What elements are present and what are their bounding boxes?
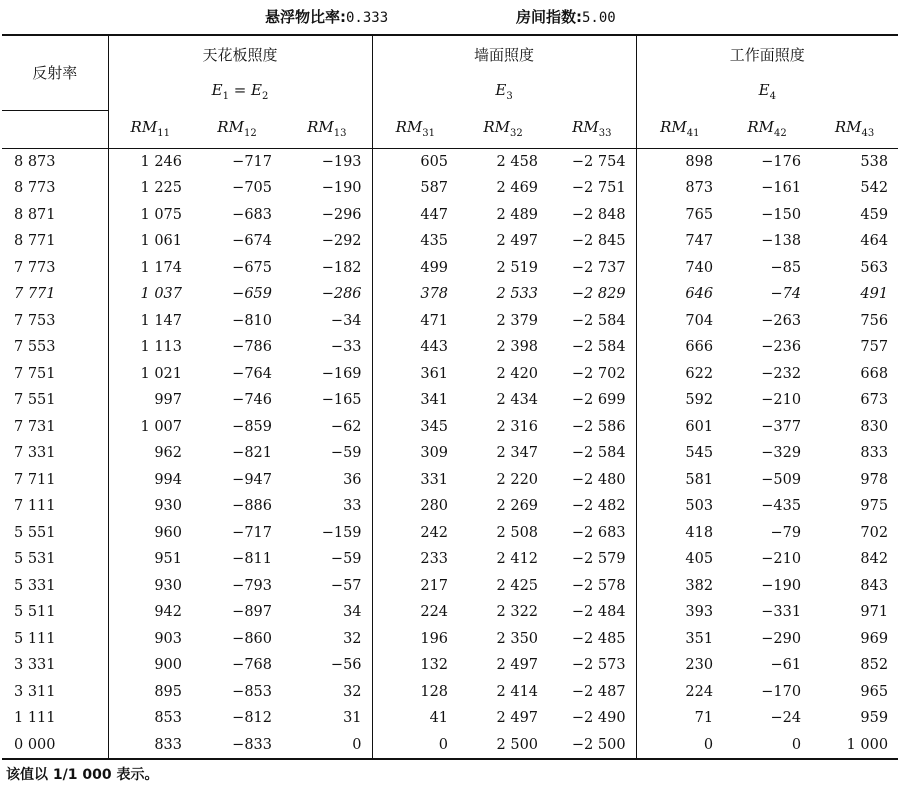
group-title-ceiling: 天花板照度 [108,35,372,73]
value-cell: 833 [154,736,182,753]
reflectance-cell: 8 771 [2,228,108,255]
table-row [2,626,898,653]
value-cell: 960 [154,524,182,541]
value-cell: −85 [770,259,802,276]
value-cell: 900 [154,657,182,674]
value-cell: 833 [860,445,889,462]
value-cell: 217 [420,577,449,594]
value-cell: 224 [685,683,714,700]
table-row [2,175,898,202]
value-cell: 852 [860,657,889,674]
value-cell: −886 [232,498,272,515]
table-row [2,546,898,573]
value-cell: −2 579 [548,546,636,573]
reflectance-cell: 3 311 [2,679,108,706]
value-cell: 702 [860,524,889,541]
reflectance-cell: 5 511 [2,599,108,626]
value-cell: 1 113 [140,339,182,356]
value-cell: 587 [420,180,449,197]
table-row [2,255,898,282]
value-cell: −717 [232,153,272,170]
value-cell: 382 [685,577,714,594]
value-cell: −296 [282,202,372,229]
footnote: 该值以 1/1 000 表示。 [6,767,159,783]
value-cell: −674 [232,233,272,250]
column-header: $RM_{13}$ [282,110,372,148]
value-cell: 2 398 [496,339,539,356]
value-cell: −833 [232,736,272,753]
value-cell: 951 [154,551,182,568]
value-cell: 418 [685,524,714,541]
value-cell: 765 [685,206,714,223]
value-cell: 830 [860,418,889,435]
value-cell: −193 [282,148,372,175]
table-row [2,705,898,732]
value-cell: −821 [232,445,272,462]
value-cell: 309 [420,445,449,462]
value-cell: 0 [282,732,372,760]
value-cell: −764 [232,365,272,382]
value-cell: 704 [685,312,714,329]
value-cell: 36 [282,467,372,494]
value-cell: 962 [154,445,182,462]
value-cell: 959 [860,710,889,727]
value-cell: 1 147 [140,312,182,329]
column-header: $RM_{42}$ [723,110,811,148]
table-row [2,732,898,760]
value-cell: 464 [860,233,889,250]
value-cell: 895 [154,683,182,700]
value-cell: −2 484 [548,599,636,626]
table-row [2,228,898,255]
table-row [2,202,898,229]
value-cell: 978 [860,471,889,488]
value-cell: 128 [420,683,449,700]
value-cell: 443 [420,339,449,356]
value-cell: −435 [761,498,802,515]
suspension-ratio-value: 0.333 [346,10,389,26]
table-row [2,148,898,175]
value-cell: 2 322 [496,604,539,621]
value-cell: 622 [685,365,714,382]
group-symbol-ceiling: $E_1 = E_2$ [108,73,372,110]
value-cell: 32 [282,626,372,653]
value-cell: −853 [232,683,272,700]
reflectance-cell: 8 773 [2,175,108,202]
value-cell: 196 [420,630,449,647]
value-cell: 975 [860,498,889,515]
value-cell: 843 [860,577,889,594]
value-cell: −683 [232,206,272,223]
value-cell: 378 [420,286,449,303]
value-cell: 2 379 [496,312,539,329]
value-cell: −24 [770,710,802,727]
reflectance-cell: 8 871 [2,202,108,229]
value-cell: −331 [761,604,802,621]
value-cell: 499 [420,259,449,276]
value-cell: −2 699 [548,387,636,414]
value-cell: 930 [154,577,182,594]
value-cell: 459 [860,206,889,223]
column-header: $RM_{12}$ [192,110,282,148]
value-cell: 435 [420,233,449,250]
value-cell: 965 [860,683,889,700]
value-cell: 2 497 [496,710,539,727]
value-cell: 757 [860,339,889,356]
value-cell: 1 246 [140,153,182,170]
value-cell: 351 [685,630,714,647]
reflectance-cell: 7 731 [2,414,108,441]
value-cell: −2 490 [548,705,636,732]
group-title-wall: 墙面照度 [372,35,636,73]
value-cell: 1 037 [140,286,182,303]
value-cell: −812 [232,710,272,727]
reflectance-cell: 5 531 [2,546,108,573]
value-cell: −57 [282,573,372,600]
value-cell: 842 [860,551,889,568]
value-cell: 33 [282,493,372,520]
value-cell: −509 [761,471,802,488]
value-cell: 71 [694,710,714,727]
value-cell: 581 [685,471,714,488]
value-cell: −768 [232,657,272,674]
value-cell: 2 434 [496,392,539,409]
value-cell: −210 [761,392,802,409]
reflectance-cell: 7 773 [2,255,108,282]
value-cell: 345 [420,418,449,435]
value-cell: −2 751 [548,175,636,202]
value-cell: 1 021 [140,365,182,382]
value-cell: −2 845 [548,228,636,255]
value-cell: −705 [232,180,272,197]
value-cell: 1 174 [140,259,182,276]
value-cell: −138 [761,233,802,250]
value-cell: 592 [685,392,714,409]
reflectance-cell: 1 111 [2,705,108,732]
value-cell: 0 [703,736,714,753]
value-cell: −2 584 [548,334,636,361]
table-row [2,281,898,308]
value-cell: −377 [761,418,802,435]
value-cell: 132 [420,657,449,674]
value-cell: −161 [761,180,802,197]
value-cell: −2 848 [548,202,636,229]
value-cell: 2 425 [496,577,539,594]
value-cell: −61 [770,657,802,674]
value-cell: 0 [791,736,802,753]
value-cell: −746 [232,392,272,409]
table-row [2,652,898,679]
value-cell: 545 [685,445,714,462]
value-cell: −2 482 [548,493,636,520]
value-cell: 2 350 [496,630,539,647]
value-cell: 1 061 [140,233,182,250]
value-cell: −2 737 [548,255,636,282]
value-cell: −292 [282,228,372,255]
value-cell: 1 075 [140,206,182,223]
value-cell: −165 [282,387,372,414]
value-cell: −170 [761,683,802,700]
column-header: $RM_{43}$ [811,110,898,148]
column-header: $RM_{33}$ [548,110,636,148]
value-cell: 224 [420,604,449,621]
table-row [2,467,898,494]
value-cell: 873 [685,180,714,197]
value-cell: −290 [761,630,802,647]
value-cell: −263 [761,312,802,329]
value-cell: 32 [282,679,372,706]
value-cell: −59 [282,440,372,467]
value-cell: 666 [685,339,714,356]
table-row [2,361,898,388]
value-cell: −717 [232,524,272,541]
reflectance-cell: 7 771 [2,281,108,308]
reflectance-cell: 0 000 [2,732,108,760]
value-cell: 538 [860,153,889,170]
value-cell: −232 [761,365,802,382]
value-cell: 1 225 [140,180,182,197]
room-index-label: 房间指数: [516,8,582,26]
value-cell: 898 [685,153,714,170]
value-cell: 280 [420,498,449,515]
value-cell: 2 508 [496,524,539,541]
table-caption [0,4,900,26]
value-cell: 971 [860,604,889,621]
value-cell: 942 [154,604,182,621]
reflectance-cell: 5 551 [2,520,108,547]
value-cell: −810 [232,312,272,329]
table-body [2,148,898,759]
value-cell: 930 [154,498,182,515]
reflectance-cell: 7 111 [2,493,108,520]
table-row [2,679,898,706]
value-cell: 31 [282,705,372,732]
value-cell: 405 [685,551,714,568]
table-row [2,308,898,335]
value-cell: 1 000 [846,736,889,753]
value-cell: 740 [685,259,714,276]
value-cell: 756 [860,312,889,329]
table-row [2,599,898,626]
value-cell: 34 [282,599,372,626]
value-cell: 605 [420,153,449,170]
reflectance-cell: 7 553 [2,334,108,361]
column-header: $RM_{41}$ [636,110,723,148]
value-cell: −2 584 [548,440,636,467]
column-header: $RM_{32}$ [458,110,548,148]
value-cell: −150 [761,206,802,223]
value-cell: −860 [232,630,272,647]
value-cell: 2 469 [496,180,539,197]
value-cell: −190 [282,175,372,202]
table-row [2,520,898,547]
reflectance-cell: 7 753 [2,308,108,335]
value-cell: 969 [860,630,889,647]
value-cell: 471 [420,312,449,329]
value-cell: −2 573 [548,652,636,679]
value-cell: −859 [232,418,272,435]
value-cell: 2 347 [496,445,539,462]
value-cell: 903 [154,630,182,647]
value-cell: 542 [860,180,889,197]
illuminance-table [2,34,898,760]
table-row [2,573,898,600]
value-cell: −897 [232,604,272,621]
value-cell: 646 [685,286,714,303]
value-cell: 41 [429,710,449,727]
value-cell: −2 480 [548,467,636,494]
value-cell: −2 584 [548,308,636,335]
value-cell: −182 [282,255,372,282]
value-cell: −2 829 [548,281,636,308]
value-cell: 563 [860,259,889,276]
value-cell: 2 316 [496,418,539,435]
group-symbol-workplane: $E_4$ [758,81,776,102]
value-cell: 2 489 [496,206,539,223]
suspension-ratio [265,6,388,27]
value-cell: 668 [860,365,889,382]
reflectance-cell: 3 331 [2,652,108,679]
value-cell: 447 [420,206,449,223]
reflectance-cell: 5 111 [2,626,108,653]
value-cell: 2 533 [496,286,539,303]
value-cell: 393 [685,604,714,621]
table-row [2,414,898,441]
value-cell: −659 [232,286,272,303]
value-cell: 2 519 [496,259,539,276]
value-cell: 341 [420,392,449,409]
group-title-workplane: 工作面照度 [729,46,805,64]
table-row [2,493,898,520]
value-cell: −176 [761,153,802,170]
value-cell: −62 [282,414,372,441]
value-cell: −56 [282,652,372,679]
value-cell: −210 [761,551,802,568]
value-cell: 2 497 [496,657,539,674]
value-cell: −2 702 [548,361,636,388]
reflectance-header: 反射率 [2,35,108,110]
column-header: $RM_{31}$ [372,110,458,148]
reflectance-cell: 7 331 [2,440,108,467]
value-cell: 230 [685,657,714,674]
value-cell: 233 [420,551,449,568]
value-cell: −159 [282,520,372,547]
value-cell: 491 [860,286,889,303]
value-cell: 2 412 [496,551,539,568]
value-cell: 2 414 [496,683,539,700]
value-cell: −2 754 [548,148,636,175]
column-header: $RM_{11}$ [108,110,192,148]
value-cell: −2 578 [548,573,636,600]
reflectance-cell: 7 711 [2,467,108,494]
value-cell: −329 [761,445,802,462]
value-cell: −793 [232,577,272,594]
value-cell: 0 [438,736,449,753]
reflectance-header-blank [2,110,108,148]
value-cell: −236 [761,339,802,356]
value-cell: 2 500 [496,736,539,753]
room-index [516,6,616,27]
value-cell: 853 [154,710,182,727]
value-cell: 242 [420,524,449,541]
value-cell: 673 [860,392,889,409]
group-symbol-wall: $E_3$ [372,73,636,110]
table-row [2,334,898,361]
value-cell: 2 220 [496,471,539,488]
value-cell: −786 [232,339,272,356]
value-cell: 2 458 [496,153,539,170]
value-cell: 747 [685,233,714,250]
value-cell: 2 269 [496,498,539,515]
value-cell: 1 007 [140,418,182,435]
value-cell: −169 [282,361,372,388]
value-cell: 601 [685,418,714,435]
room-index-value: 5.00 [582,10,616,26]
value-cell: −59 [282,546,372,573]
value-cell: −190 [761,577,802,594]
value-cell: −2 485 [548,626,636,653]
value-cell: −2 683 [548,520,636,547]
value-cell: −675 [232,259,272,276]
value-cell: −2 487 [548,679,636,706]
table-row [2,387,898,414]
reflectance-cell: 8 873 [2,148,108,175]
value-cell: 2 420 [496,365,539,382]
value-cell: 994 [154,471,182,488]
value-cell: −74 [770,286,802,303]
value-cell: 2 497 [496,233,539,250]
value-cell: 361 [420,365,449,382]
value-cell: 997 [154,392,182,409]
value-cell: −79 [770,524,802,541]
table-row [2,440,898,467]
value-cell: 331 [420,471,449,488]
value-cell: −947 [232,471,272,488]
suspension-ratio-label: 悬浮物比率: [265,8,346,26]
value-cell: 503 [685,498,714,515]
value-cell: −811 [232,551,272,568]
reflectance-cell: 7 751 [2,361,108,388]
reflectance-cell: 5 331 [2,573,108,600]
value-cell: −286 [282,281,372,308]
value-cell: −2 500 [548,732,636,760]
reflectance-cell: 7 551 [2,387,108,414]
value-cell: −34 [282,308,372,335]
value-cell: −2 586 [548,414,636,441]
value-cell: −33 [282,334,372,361]
